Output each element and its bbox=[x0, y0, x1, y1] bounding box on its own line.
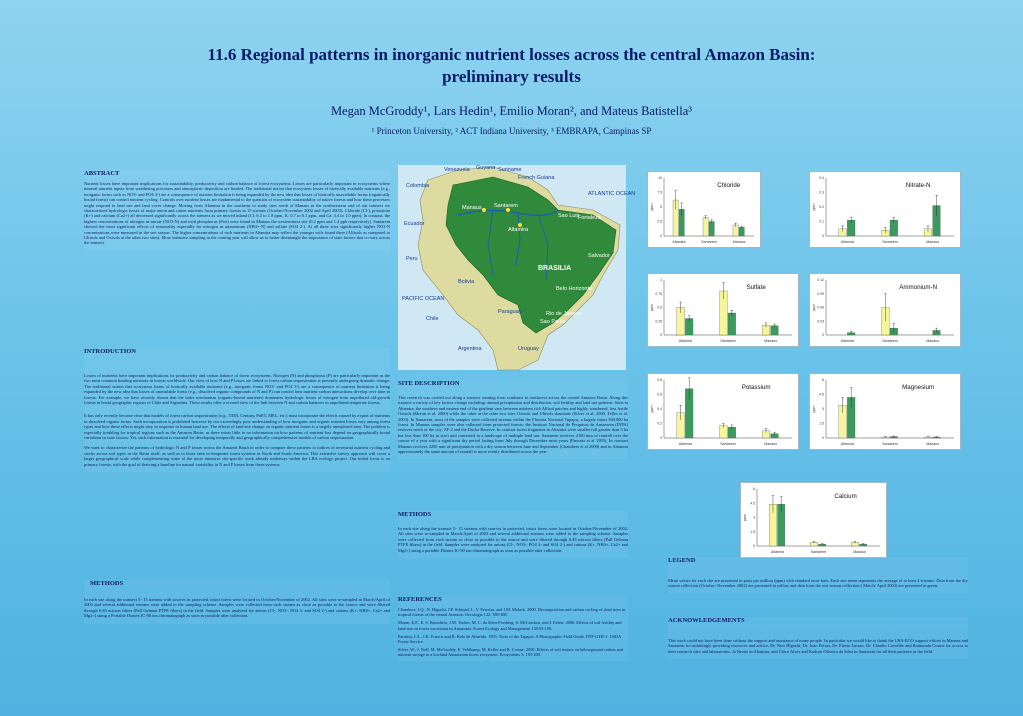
chart-chloride bbox=[647, 171, 761, 248]
y-tick-label: 0.5 bbox=[657, 305, 662, 310]
abstract-section bbox=[84, 170, 390, 251]
y-axis-label: ppm bbox=[743, 514, 747, 521]
map-label: ATLANTIC OCEAN bbox=[588, 191, 636, 197]
south-america-map bbox=[398, 165, 636, 370]
y-tick-label: 0.2 bbox=[819, 205, 824, 210]
acknowledgements-heading: ACKNOWLEDGEMENTS bbox=[668, 617, 745, 624]
map-label: Suriname bbox=[498, 167, 522, 173]
chart-title: Nitrate-N bbox=[905, 182, 931, 189]
y-tick-label: 3 bbox=[822, 407, 824, 412]
y-tick-label: 0 bbox=[822, 234, 824, 239]
y-tick-label: 0.06 bbox=[817, 305, 824, 310]
x-tick-label: Santarem bbox=[720, 339, 736, 343]
y-tick-label: 0 bbox=[822, 333, 824, 338]
map-label: Peru bbox=[406, 256, 418, 262]
y-axis-label: ppm bbox=[812, 405, 816, 413]
introduction-p3: We want to characterize the patterns of hydrologic N and P losses across the Amazon Basin in order to compare these patterns to indices of terrestrial nutrient cycling and stocks across soil types in the Basin itself, as well as to those seen in temperate forest systems in North and South America. This extensive survey approach will cover a larger geographical scale while complementing some of the more intensive site-specific work already underway within the LBA ecology project. Our initial focus is on primary forests, with the goal of deriving a baseline for natural variability in N and P losses from these systems. bbox=[84, 445, 390, 467]
abstract-text: Nutrient losses have important implications for sustainability, productivity and carbon balance of forest ecosystems. Losses are particularly important in ecosystems where mineral nutrient inputs from weathering processes and atmospheric deposition are limited. The traditional notion that ecosystem losses of biotically available nutrients (e.g., inorganic forms such as NO3- and PO4 3-) are a consequence of nutrient limitation is being expanded by the new idea that losses of biotically unavailable forms (organically bound forms) can control nutrient cycling. Controls over nutrient losses are fundamental to the question of ecosystem sustainability of native forests and how these processes might respond to land use and land cover change. Moving from Altamira in the southeast to study sites north of Manaus in the northwestern end of our transect we characterized hydrologic losses of major anion and cation nutrients from primary forests in 15 streams (October-November 2002 and April 2003). Chloride (Cl-), potassium (K+) and calcium (Ca2+) all decreased significantly across the transect as we moved inland (Cl: 6.2 to 1.8 ppm, K: 0.7 to 0.1 ppm, and Ca: 4.4 to 1.0 ppm). In contrast, the highest concentrations of nitrogen as nitrate (NO3-N) and total phosphorus (Ptot) were found in Manaus the westernmost site (0.2 ppm and 1.4 ppb respectively). Santarem showed the most significant effects of seasonality especially for nitrogen as ammonium (NH4+-N) and sulfate (SO4 2-). At all three sites significantly higher NO3-N concentrations were measured in the wet season. The higher concentrations of rock nutrients in Altamira may reflect the younger soils found there (Alfisols as compared to Ultisols and Oxisols at the other two sites). More intensive sampling in the coming year will allow us to better disentangle the importance of state factors that co-vary across the transect. bbox=[84, 181, 390, 246]
introduction-heading: INTRODUCTION bbox=[84, 348, 137, 355]
chart-title: Ammonium-N bbox=[899, 284, 938, 291]
x-tick-label: Manaus bbox=[926, 240, 940, 244]
y-axis-label: ppm bbox=[650, 405, 654, 413]
map-label: Salvador bbox=[588, 253, 610, 259]
map-label: Fortaleza bbox=[578, 215, 601, 221]
chart-bar bbox=[709, 222, 714, 237]
x-tick-label: Manaus bbox=[926, 442, 940, 446]
title-line-1: 11.6 Regional patterns in inorganic nutrient losses across the central Amazon Basin: bbox=[207, 45, 816, 64]
y-tick-label: 0 bbox=[660, 436, 662, 441]
x-tick-label: Santarem bbox=[882, 240, 898, 244]
y-tick-label: 0 bbox=[660, 234, 662, 239]
map-label: Colombia bbox=[406, 183, 430, 189]
x-tick-label: Altamira bbox=[678, 339, 692, 343]
y-tick-label: 0.75 bbox=[655, 291, 662, 296]
chart-title: Magnesium bbox=[902, 384, 935, 391]
y-tick-label: 0.12 bbox=[817, 278, 824, 283]
map-label: Uruguay bbox=[518, 346, 539, 352]
reference-item: Parrotta, J.A., J.K. Francis and R. Rolo de Almeida. 1995. Trees of the Tapajos: A Photographic Field Guide. IITF-GTR-1. USDA Forest Service. bbox=[398, 633, 622, 645]
site-description-text: This research was carried out along a transect running from southeast to northwest across the central Amazon Basin. Along this transect a variety of key factors change including: annual precipitation and distribution, soil fertility and land use patterns. Soils in Altamira, the southern and eastern end of the gradient vary between nutrient rich Alfisol patches and highly weathered, less fertile Oxisols (Moran et al. 2000) while the other at the other two sites Oxisols and Ultisols dominate (Silver et al. 2000, Telles et al. 2003). In Santarem, most of the samples were collected streams within the Floresta Nacional Tapajos, a largely intact 560,000 ha forest. In Manaus samples were also collected from protected forests: the Instituto Nacional de Pesquisas da Amazonia (INPA) reserves north of the city, ZF-2 and the Ducke Reserve. In contrast forest fragments in Altamira were smaller (all greater than 5 ha but less than 100 ha in size) and contained in a landscape of multiple land use. Santarem receives 2100 mm of rainfall over the course of a year with a significant dry period lasting from July through December most years (Parrotta et al 1995). In contrast Manaus receives 2200 mm of precipitation with a dry season between June and September (Chambers et al 2000) and in Altamira approximately the same amount of rainfall is more evenly distributed across the year. bbox=[398, 395, 628, 455]
x-tick-label: Manaus bbox=[926, 339, 940, 343]
x-tick-label: Manaus bbox=[764, 339, 778, 343]
chart-bar bbox=[739, 227, 744, 236]
methods-left-heading: METHODS bbox=[90, 580, 124, 587]
x-tick-label: Altamira bbox=[840, 442, 854, 446]
y-tick-label: 3 bbox=[753, 515, 755, 520]
authors: Megan McGroddy¹, Lars Hedin¹, Emilio Moran², and Mateus Batistella³ bbox=[330, 104, 693, 118]
y-tick-label: 6 bbox=[822, 378, 824, 383]
chart-svg bbox=[810, 172, 960, 247]
x-tick-label: Santarem bbox=[882, 339, 898, 343]
y-tick-label: 0.6 bbox=[657, 392, 662, 397]
site-manaus bbox=[482, 208, 486, 212]
y-tick-label: 0.2 bbox=[657, 421, 662, 426]
y-tick-label: 0 bbox=[822, 436, 824, 441]
chart-magnesium bbox=[809, 373, 961, 450]
y-tick-label: 6 bbox=[753, 487, 755, 492]
y-tick-label: 4.5 bbox=[819, 392, 824, 397]
affiliations: ¹ Princeton University, ² ACT Indiana University, ³ EMBRAPA, Campinas SP bbox=[371, 126, 652, 136]
chart-svg bbox=[648, 374, 798, 449]
site-description-heading: SITE DESCRIPTION bbox=[398, 380, 460, 387]
reference-item: Silver, W., J. Neff, M. McGroddy, E. Veldkamp, M. Keller and R. Cosme. 2000. Effects of soil texture on belowground carbon and nutrient storage in a lowland Amazonian forest ecosystem. Ecosystems 3: 193-209. bbox=[398, 647, 623, 658]
map-label: BRASILIA bbox=[538, 265, 572, 272]
y-axis-label: ppm bbox=[812, 203, 816, 211]
introduction-p1: Losses of nutrients have important implications for productivity and carbon balance of forest ecosystems. Nitrogen (N) and phosphorus (P) are particularly important as the two most common limiting nutrients in forests worldwide. Our view of how N and P losses are linked to forest carbon sequestration is presently undergoing dramatic change. The traditional notion that ecosystem losses of biotically available nutrients (e.g., inorganic forms NO3- and PO4 3-) are a consequence of nutrient limitation is being expanded by the new idea that losses of unavailable forms (e.g., dissolved organic compounds of N and P) can control how nutrient-carbon interactions develop over time in forests. For example, we have recently shown that the latter mechanism (organic-bound nutrients) dominates hydrologic losses of nitrogen from unpolluted old-growth forests in broad geographic regions of Chile and Argentina. These results offer a revised view of the link between N and carbon balances in unpolluted temperate forests. bbox=[84, 373, 390, 406]
chart-svg bbox=[741, 483, 886, 557]
methods-mid-text: In each site along the transect 5- 15 streams with sources in protected, intact forest were located in October/November of 2002. All sites were re-sampled in March/April of 2003 and several additional streams were added to the sampling scheme. Samples were collected from each stream as close as possible to the source and were filtered through 0.45 micron filters (Pall Gelman PTFE filters) in the field. Samples were analyzed for anions (Cl-, NO3-, PO4 3- and SO4 2-) and cations (K+, NH4+, Ca2+ and Mg2+) using a portable Dionex IC-90 ion chromatograph as soon as possible after collection. bbox=[398, 526, 628, 553]
map-label: Sao Paulo bbox=[540, 319, 566, 325]
x-tick-label: Santarem bbox=[882, 442, 898, 446]
chart-svg bbox=[810, 274, 960, 346]
map-label: Argentina bbox=[458, 346, 482, 352]
map-label: French Guiana bbox=[518, 175, 555, 181]
x-tick-label: Altamira bbox=[770, 550, 785, 554]
y-tick-label: 10 bbox=[658, 176, 662, 181]
chart-nitrate bbox=[809, 171, 961, 248]
title-line-2: preliminary results bbox=[442, 67, 581, 86]
chart-svg bbox=[648, 172, 760, 247]
x-tick-label: Santarem bbox=[810, 550, 827, 554]
methods-left-text: In each site along the transect 5- 15 streams with sources in protected, intact forest were located in October/November of 2002. All sites were re-sampled in March/April of 2003 and several additional streams were added to the sampling scheme. Samples were collected from each stream as close as possible to the source and were filtered through 0.45 micron filters (Pall Gelman PTFE filters) in the field. Samples were analyzed for anions (Cl-, NO3-, PO4 3- and SO4 2-) and cations (K+, NH4+, Ca2+ and Mg2+) using a Portable Dionex IC-90 ion chromatograph as soon as possible after collection. bbox=[84, 597, 390, 619]
site-description-section bbox=[398, 380, 628, 459]
y-axis-label: ppm bbox=[650, 304, 654, 311]
chart-bar bbox=[728, 313, 736, 335]
acknowledgements-section bbox=[668, 617, 968, 659]
chart-title: Potassium bbox=[741, 384, 771, 391]
chart-title: Chloride bbox=[717, 182, 741, 189]
y-tick-label: 1.5 bbox=[750, 529, 755, 534]
map-label: Manaus bbox=[462, 205, 482, 211]
chart-calcium bbox=[740, 482, 887, 558]
x-tick-label: Santarem bbox=[720, 442, 736, 446]
y-tick-label: 5 bbox=[660, 205, 662, 210]
x-tick-label: Altamira bbox=[672, 240, 686, 244]
map-label: Chile bbox=[426, 316, 439, 322]
y-tick-label: 0 bbox=[660, 333, 662, 338]
chart-title: Calcium bbox=[834, 493, 857, 500]
y-axis-label: ppm bbox=[812, 304, 816, 311]
y-tick-label: 0.3 bbox=[819, 190, 824, 195]
map-label: Guyana bbox=[476, 165, 496, 171]
chart-bar bbox=[703, 217, 708, 236]
y-tick-label: 0.1 bbox=[819, 219, 824, 224]
y-tick-label: 0.4 bbox=[819, 176, 824, 181]
map-label: Paraguay bbox=[498, 309, 522, 315]
y-tick-label: 0.03 bbox=[817, 319, 824, 324]
map-label: Venezuela bbox=[444, 167, 470, 173]
map-label: Altamira bbox=[508, 227, 529, 233]
y-tick-label: 0.09 bbox=[817, 291, 824, 296]
y-tick-label: 2.5 bbox=[657, 219, 662, 224]
map-label: Bolivia bbox=[458, 279, 475, 285]
chart-ammonium bbox=[809, 273, 961, 347]
x-tick-label: Manaus bbox=[764, 442, 778, 446]
map-svg bbox=[398, 165, 636, 370]
introduction-section bbox=[84, 348, 390, 472]
x-tick-label: Altamira bbox=[840, 339, 854, 343]
chart-sulfate bbox=[647, 273, 799, 347]
methods-left-section bbox=[84, 580, 390, 624]
abstract-heading: ABSTRACT bbox=[84, 170, 120, 177]
x-tick-label: Manaus bbox=[853, 550, 866, 554]
legend-text: Mean values for each site are presented in parts per million (ppm) with standard error bars. Each site mean represents the average of at least 4 streams. Data from the dry season collection (October/ November 2002) are presented in yellow and data from the wet season collection ( March/ April 2003) are presented in green. bbox=[668, 578, 968, 589]
map-label: Sao Luis bbox=[558, 213, 580, 219]
references-section bbox=[398, 596, 628, 661]
acknowledgements-text: This work could not have been done without the support and assistance of many people. In particular we would like to thank the LBA-ECO support offices in Manaus and Santarem for unfailingly providing resources and advice, Dr. Niro Higuchi, Dr. Joao Ferraz, Dr. Flavio Luizao, Dr. Claudio Carvalho and Raimundo Cosme for access to their research sites and laboratories, Jo Bruno in Altamira, and Chico Alves and Kadson Oliveira da Silva in Santarem for all their patience in the field. bbox=[668, 638, 968, 654]
methods-mid-section bbox=[398, 511, 628, 558]
y-tick-label: 0.25 bbox=[655, 319, 662, 324]
x-tick-label: Altamira bbox=[840, 240, 854, 244]
y-axis-label: ppm bbox=[650, 203, 654, 211]
y-tick-label: 0.4 bbox=[657, 407, 662, 412]
legend-section bbox=[668, 557, 968, 594]
chart-svg bbox=[648, 274, 798, 346]
reference-item: Moran, E.F., E. S. Brondizio, J.M. Tucker, M. C. da Silva-Forsberg, S. McCracken, and I. Falesi. 2000. Effects of soil fertility and land-use on forest succession in Amazonia. Forest Ecology and Management 139:93-108. bbox=[398, 620, 622, 631]
reference-item: Chambers, J.Q., N. Higuchi, J.P. Schimel, L. V. Ferreira, and J.M. Melack. 2000. Decomposition and carbon cycling of dead trees in tropical forests of the central Amazon. Oecologia 122: 380-388. bbox=[398, 607, 626, 618]
map-label: Belo Horizonte bbox=[556, 286, 593, 292]
chart-title: Sulfate bbox=[746, 284, 766, 291]
x-tick-label: Altamira bbox=[678, 442, 692, 446]
y-tick-label: 1 bbox=[660, 278, 662, 283]
x-tick-label: Manaus bbox=[732, 240, 746, 244]
legend-heading: LEGEND bbox=[668, 557, 696, 564]
chart-svg bbox=[810, 374, 960, 449]
introduction-p2: It has only recently become clear that models of forest carbon sequestration (e.g., TEM, Century, PnET, MEL, etc.) must incorporate the effects caused by export of nutrients in dissolved organic forms. Such incorporation is prohibited however by our exceedingly poor understanding of how inorganic and organic nutrient losses vary among forest types and how these effects might vary in response to human land use. The effects of land-use change on organic nutrient losses is a largely unexplored area. The problem is especially troubling for tropical regions such as the Amazon Basin, as there exists little to no information on how patterns of nutrient loss depend on geographically broad variations in state factors. Yet, such information is essential for developing temporally and geographically comprehensive models of carbon sequestration. bbox=[84, 413, 390, 441]
y-tick-label: 4.5 bbox=[750, 501, 755, 506]
references-heading: REFERENCES bbox=[398, 596, 442, 603]
chart-potassium bbox=[647, 373, 799, 450]
y-tick-label: 0.8 bbox=[657, 378, 662, 383]
x-tick-label: Santarem bbox=[701, 240, 717, 244]
methods-mid-heading: METHODS bbox=[398, 511, 432, 518]
map-label: Santarem bbox=[494, 203, 518, 209]
map-label: Rio de Janeiro bbox=[546, 311, 582, 317]
y-tick-label: 1.5 bbox=[819, 421, 824, 426]
map-label: Ecuador bbox=[404, 221, 425, 227]
map-label: PACIFIC OCEAN bbox=[402, 296, 445, 302]
y-tick-label: 0 bbox=[753, 544, 755, 549]
y-tick-label: 7.5 bbox=[657, 190, 662, 195]
poster-title bbox=[0, 44, 1023, 88]
